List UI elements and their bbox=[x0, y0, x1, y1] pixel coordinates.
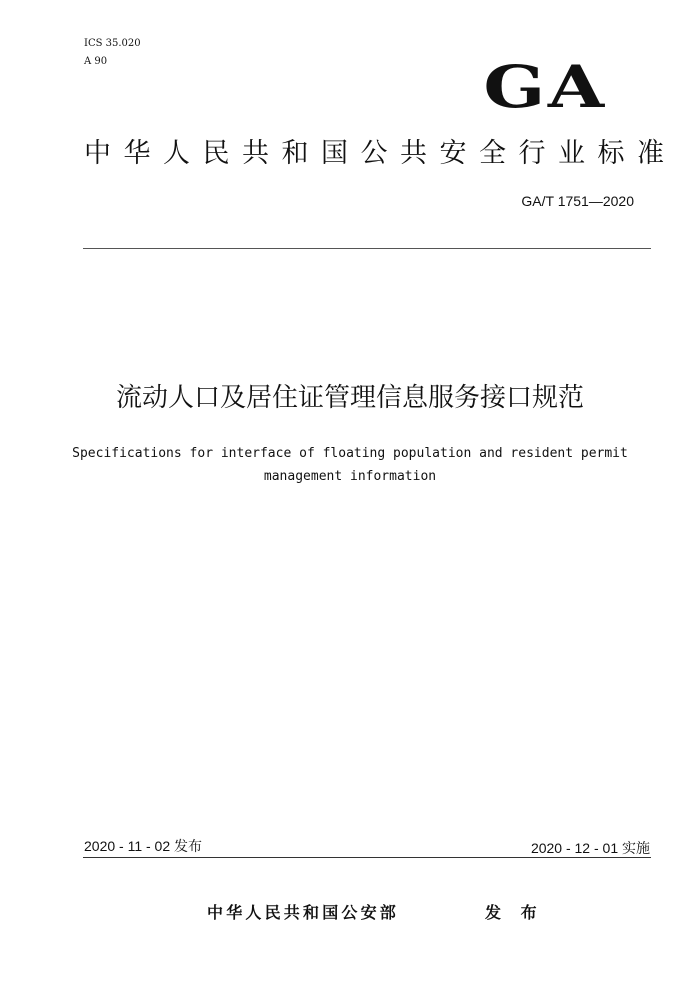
document-title-english: Specifications for interface of floating population and resident permit management information bbox=[72, 446, 628, 484]
standard-type-title: 中华人民共和国公共安全行业标准 bbox=[84, 138, 677, 169]
implementation-date: 2020 - 12 - 01 实施 bbox=[530, 840, 650, 856]
release-label: 发 布 bbox=[485, 903, 544, 922]
standard-number: GA/T 1751—2020 bbox=[521, 193, 634, 209]
classification-code: A 90 bbox=[84, 56, 108, 67]
document-title-chinese: 流动人口及居住证管理信息服务接口规范 bbox=[115, 383, 584, 413]
top-divider bbox=[83, 248, 651, 249]
issue-date: 2020 - 11 - 02 发布 bbox=[84, 838, 203, 854]
ga-logo: GA bbox=[483, 53, 607, 121]
bottom-divider bbox=[83, 857, 651, 858]
issuing-authority: 中华人民共和国公安部 bbox=[207, 903, 400, 922]
ics-code: ICS 35.020 bbox=[84, 38, 141, 49]
